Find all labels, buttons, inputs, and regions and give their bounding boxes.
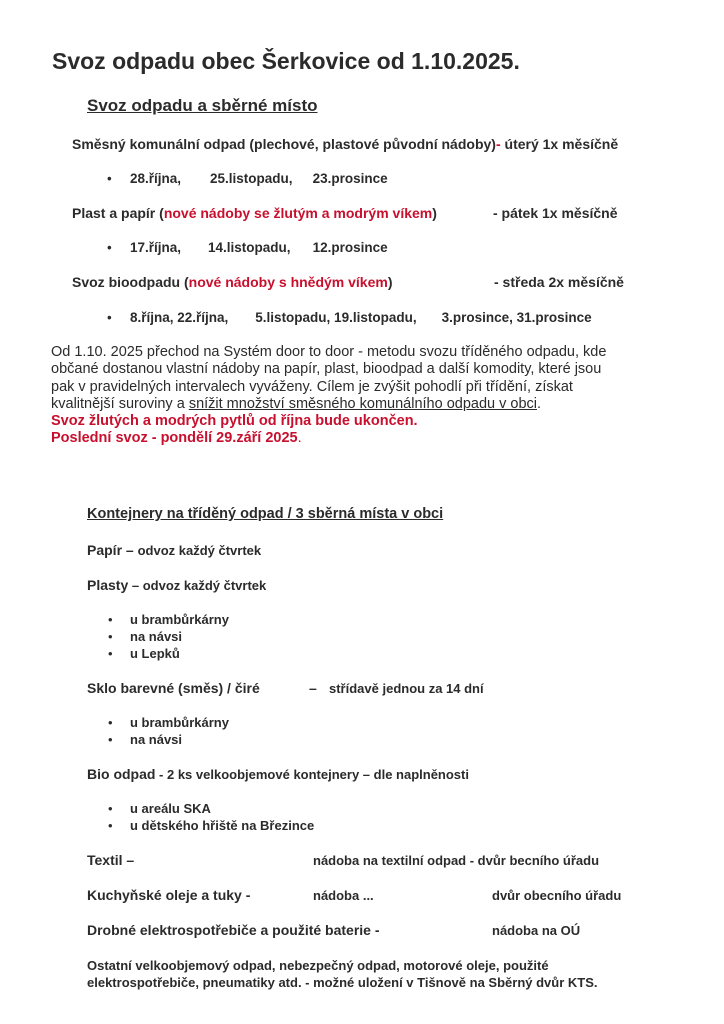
date: 23.prosince [312,171,388,186]
bio-waste-dates [130,310,592,325]
textile-label: Textil – [87,852,135,868]
glass-places-list [130,714,229,748]
date: 8.října, 22.října, [130,310,229,325]
list-item: • na návsi [130,731,229,748]
date: 14.listopadu, [208,240,291,255]
paragraph-line: Od 1.10. 2025 přechod na Systém door to door - metodu svozu tříděného odpadu, kde [51,344,607,360]
plastic-paper-note: nové nádoby se žlutým a modrým víkem [163,205,433,221]
mixed-waste-schedule: úterý 1x měsíčně [500,136,619,152]
paren-close: ) [387,274,393,290]
oils-location: dvůr obecního úřadu [492,888,622,903]
date: 28.října, [130,171,182,186]
paragraph-line [51,396,606,413]
bio-waste-note: nové nádoby s hnědým víkem [188,274,388,290]
plastics-schedule: – odvoz každý čtvrtek [128,578,267,593]
section-heading-collection: Svoz odpadu a sběrné místo [87,96,318,115]
glass-schedule: střídavě jednou za 14 dní [329,681,484,696]
list-item: • u brambůrkárny [130,714,229,731]
paragraph-emphasis: snížit množství směsného komunálního odpadu v obci [188,395,538,412]
plastic-paper-label: Plast a papír ( [72,205,164,221]
date: 12.prosince [312,240,388,255]
plastic-paper-schedule: - pátek 1x měsíčně [493,205,618,221]
date: 25.listopadu, [210,171,293,186]
paragraph-line: pak v pravidelných intervalech vyváženy. Cílem je zvýšit pohodlí při třídění, získat [51,378,573,395]
electro-location: nádoba na OÚ [492,923,581,938]
list-item: • u Lepků [130,645,229,662]
other-waste-note [87,957,598,991]
date: 3.prosince, 31.prosince [441,310,592,325]
warning-last-collection-text: Poslední svoz - pondělí 29.září 2025 [51,430,298,447]
plastics-places-list [130,611,229,662]
bio-container-line [87,766,469,782]
paper-container-line [87,542,261,558]
paragraph-text: . [537,395,542,412]
bio-schedule: - 2 ks velkoobjemové kontejnery – dle naplněnosti [155,767,469,782]
date: 17.října, [130,240,182,255]
list-item: • na návsi [130,628,229,645]
date: 5.listopadu, 19.listopadu, [255,310,417,325]
note-line: Ostatní velkoobjemový odpad, nebezpečný odpad, motorové oleje, použité [87,958,549,973]
plastics-label: Plasty [87,577,129,593]
bio-waste-line [72,274,393,290]
warning-end-of-bags: Svoz žlutých a modrých pytlů od října bude ukončen. [51,413,418,430]
mixed-waste-dash: - [495,136,501,152]
oils-label: Kuchyňské oleje a tuky - [87,887,251,903]
paragraph-line: občané dostanou vlastní nádoby na papír, plast, bioodpad a další komodity, které jsou [51,361,602,378]
glass-dash: – [309,680,317,696]
mixed-waste-dates [130,171,388,186]
electro-label: Drobné elektrospotřebiče a použité baterie - [87,922,380,938]
paper-label: Papír – [87,542,138,558]
info-paragraph [51,344,606,448]
textile-location: nádoba na textilní odpad - dvůr becního úřadu [313,853,600,868]
plastic-paper-line [72,205,437,221]
paragraph-text: kvalitnější suroviny a [51,395,189,412]
plastic-paper-dates [130,240,388,255]
mixed-waste-line [72,136,618,152]
period: . [297,430,302,447]
bio-places-list [130,800,314,834]
document-title: Svoz odpadu obec Šerkovice od 1.10.2025. [52,48,520,74]
plastics-container-line [87,577,266,593]
note-line: elektrospotřebiče, pneumatiky atd. - možné uložení v Tišnově na Sběrný dvůr KTS. [87,975,598,990]
paper-schedule: odvoz každý čtvrtek [137,543,262,558]
bio-label: Bio odpad [87,766,156,782]
bio-waste-label: Svoz bioodpadu ( [72,274,189,290]
oils-container: nádoba ... [313,888,374,903]
list-item: • u dětského hřiště na Březince [130,817,314,834]
warning-last-collection [51,430,606,447]
bio-waste-schedule: - středa 2x měsíčně [494,274,624,290]
list-item: • u brambůrkárny [130,611,229,628]
list-item: • u areálu SKA [130,800,314,817]
section-heading-containers: Kontejnery na tříděný odpad / 3 sběrná místa v obci [87,506,444,522]
glass-container-label: Sklo barevné (směs) / čiré [87,680,260,696]
mixed-waste-label: Směsný komunální odpad (plechové, plastové původní nádoby) [72,136,496,152]
paren-close: ) [432,205,437,221]
